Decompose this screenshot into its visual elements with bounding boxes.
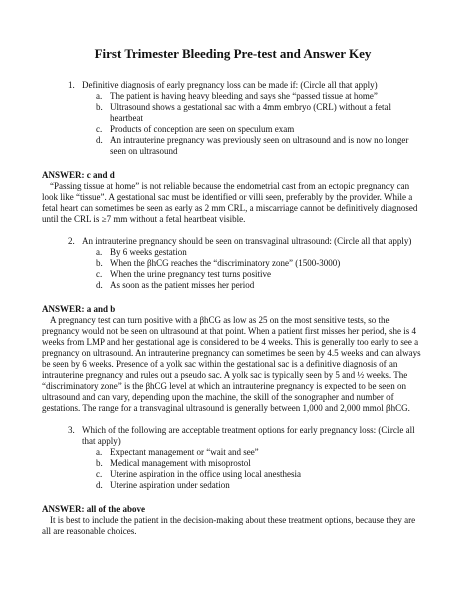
option-letter: b. xyxy=(96,458,103,468)
document-title: First Trimester Bleeding Pre-test and Answer Key xyxy=(94,46,372,61)
option-list xyxy=(96,247,424,291)
question-2 xyxy=(42,236,424,414)
option-letter: c. xyxy=(96,124,103,134)
question-prompt xyxy=(68,236,424,247)
option-item xyxy=(96,91,424,102)
option-list xyxy=(96,91,424,157)
option-item xyxy=(96,280,424,291)
option-letter: b. xyxy=(96,102,103,112)
option-letter: b. xyxy=(96,258,103,268)
option-text: By 6 weeks gestation xyxy=(110,247,187,257)
question-number: 3. xyxy=(68,425,75,435)
answer-heading: ANSWER: c and d xyxy=(42,170,115,180)
option-item xyxy=(96,480,424,491)
option-letter: d. xyxy=(96,135,103,145)
option-item xyxy=(96,269,424,280)
option-text: When the βhCG reaches the “discriminatory zone” (1500-3000) xyxy=(110,258,341,268)
option-letter: d. xyxy=(96,480,103,490)
option-letter: a. xyxy=(96,247,103,257)
question-text: Definitive diagnosis of early pregnancy loss can be made if: (Circle all that apply) xyxy=(82,80,378,90)
option-item xyxy=(96,447,424,458)
option-text: Medical management with misoprostol xyxy=(110,458,251,468)
option-letter: c. xyxy=(96,269,103,279)
option-text: Uterine aspiration under sedation xyxy=(110,480,230,490)
question-number: 2. xyxy=(68,236,75,246)
question-3 xyxy=(42,425,424,537)
question-text: An intrauterine pregnancy should be seen on transvaginal ultrasound: (Circle all that apply) xyxy=(82,236,412,246)
question-prompt xyxy=(68,425,424,447)
question-prompt xyxy=(68,80,424,91)
option-item xyxy=(96,124,424,135)
answer-explanation: It is best to include the patient in the decision-making about these treatment options, because they are all are reasonable choices. xyxy=(42,515,416,536)
option-list xyxy=(96,447,424,491)
option-item xyxy=(96,469,424,480)
option-letter: d. xyxy=(96,280,103,290)
question-1 xyxy=(42,80,424,225)
option-text: The patient is having heavy bleeding and says she “passed tissue at home” xyxy=(110,91,378,101)
answer-explanation: “Passing tissue at home” is not reliable because the endometrial cast from an ectopic pregnancy can look like “tissue”. A gestational sac must be identified or villi seen, preferably by the provider. While a fetal heart can sometimes be seen as early as 2 mm CRL, a miscarriage cannot be definitively diagnosed until the CRL is ≥7 mm without a fetal heartbeat visible. xyxy=(42,181,418,224)
option-text: An intrauterine pregnancy was previously seen on ultrasound and is now no longer seen on ultrasound xyxy=(110,135,409,156)
option-letter: a. xyxy=(96,91,103,101)
option-letter: a. xyxy=(96,447,103,457)
option-item xyxy=(96,247,424,258)
option-text: When the urine pregnancy test turns positive xyxy=(110,269,271,279)
option-item xyxy=(96,102,424,124)
option-letter: c. xyxy=(96,469,103,479)
option-text: Uterine aspiration in the office using local anesthesia xyxy=(110,469,302,479)
option-text: Ultrasound shows a gestational sac with a 4mm embryo (CRL) without a fetal heartbeat xyxy=(110,102,391,123)
answer-heading: ANSWER: a and b xyxy=(42,304,116,314)
question-text: Which of the following are acceptable treatment options for early pregnancy loss: (Circle all that apply) xyxy=(82,425,415,446)
option-text: Products of conception are seen on speculum exam xyxy=(110,124,295,134)
option-item xyxy=(96,135,424,157)
option-item xyxy=(96,258,424,269)
option-text: Expectant management or “wait and see” xyxy=(110,447,259,457)
question-number: 1. xyxy=(68,80,75,90)
answer-explanation: A pregnancy test can turn positive with a βhCG as low as 25 on the most sensitive tests, so the pregnancy would not be seen on ultrasound at that point. When a patient first misses her period, she is 4 weeks from LMP and her gestational age is considered to be 4 weeks. This is generally too early to see a pregnancy on ultrasound. An intrauterine pregnancy can sometimes be seen by 4.5 weeks and can always be seen by 6 weeks. Presence of a yolk sac within the gestational sac is a definitive diagnosis of an intrauterine pregnancy and rules out a pseudo sac. A yolk sac is typically seen by 5 and ½ weeks. The “discriminatory zone” is the βhCG level at which an intrauterine pregnancy is expected to be seen on ultrasound and can vary, depending upon the machine, the skill of the sonographer and number of gestations. The range for a transvaginal ultrasound is generally between 1,000 and 2,000 mmol βhCG. xyxy=(42,315,421,413)
option-item xyxy=(96,458,424,469)
answer-heading: ANSWER: all of the above xyxy=(42,504,145,514)
option-text: As soon as the patient misses her period xyxy=(110,280,255,290)
